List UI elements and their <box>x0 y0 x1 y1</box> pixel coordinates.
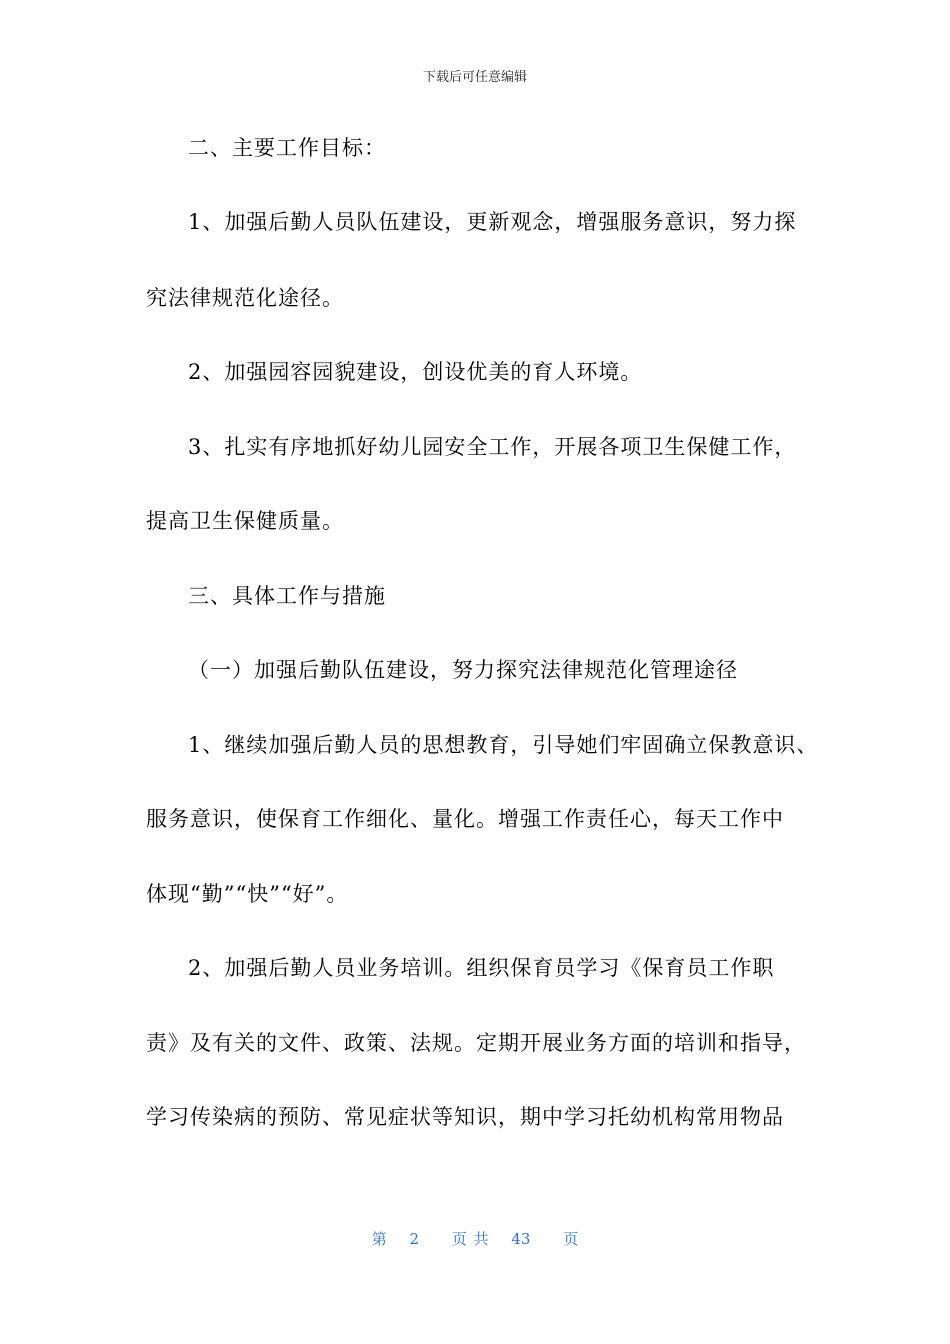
footer-middle: 页 共 <box>451 1230 489 1248</box>
paragraph-line: 究法律规范化途径。 <box>146 286 344 310</box>
page-footer <box>0 1228 950 1249</box>
paragraph-line: 1、继续加强后勤人员的思想教育，引导她们牢固确立保教意识、 <box>188 733 819 757</box>
paragraph-line: 提高卫生保健质量。 <box>146 509 344 533</box>
subsection-heading: （一）加强后勤队伍建设，努力探究法律规范化管理途径 <box>188 658 738 682</box>
download-note: 下载后可任意编辑 <box>422 70 527 85</box>
paragraph-line: 2、加强后勤人员业务培训。组织保育员学习《保育员工作职 <box>188 956 775 980</box>
footer-page-number: 2 <box>409 1230 420 1248</box>
paragraph-line: 2、加强园容园貌建设，创设优美的育人环境。 <box>188 360 643 384</box>
footer-suffix: 页 <box>563 1230 579 1248</box>
paragraph-line: 责》及有关的文件、政策、法规。定期开展业务方面的培训和指导， <box>146 1031 806 1055</box>
paragraph-line: 1、加强后勤人员队伍建设，更新观念，增强服务意识，努力探 <box>188 210 797 234</box>
section-heading-goals: 二、主要工作目标： <box>188 136 386 160</box>
section-heading-measures: 三、具体工作与措施 <box>188 584 386 608</box>
footer-total-pages: 43 <box>511 1230 531 1248</box>
paragraph-line: 体现“勤”“快”“好”。 <box>146 882 349 906</box>
footer-prefix: 第 <box>371 1230 387 1248</box>
paragraph-line: 3、扎实有序地抓好幼儿园安全工作，开展各项卫生保健工作， <box>188 435 797 459</box>
paragraph-line: 学习传染病的预防、常见症状等知识，期中学习托幼机构常用物品 <box>146 1105 784 1129</box>
paragraph-line: 服务意识，使保育工作细化、量化。增强工作责任心，每天工作中 <box>146 807 784 831</box>
